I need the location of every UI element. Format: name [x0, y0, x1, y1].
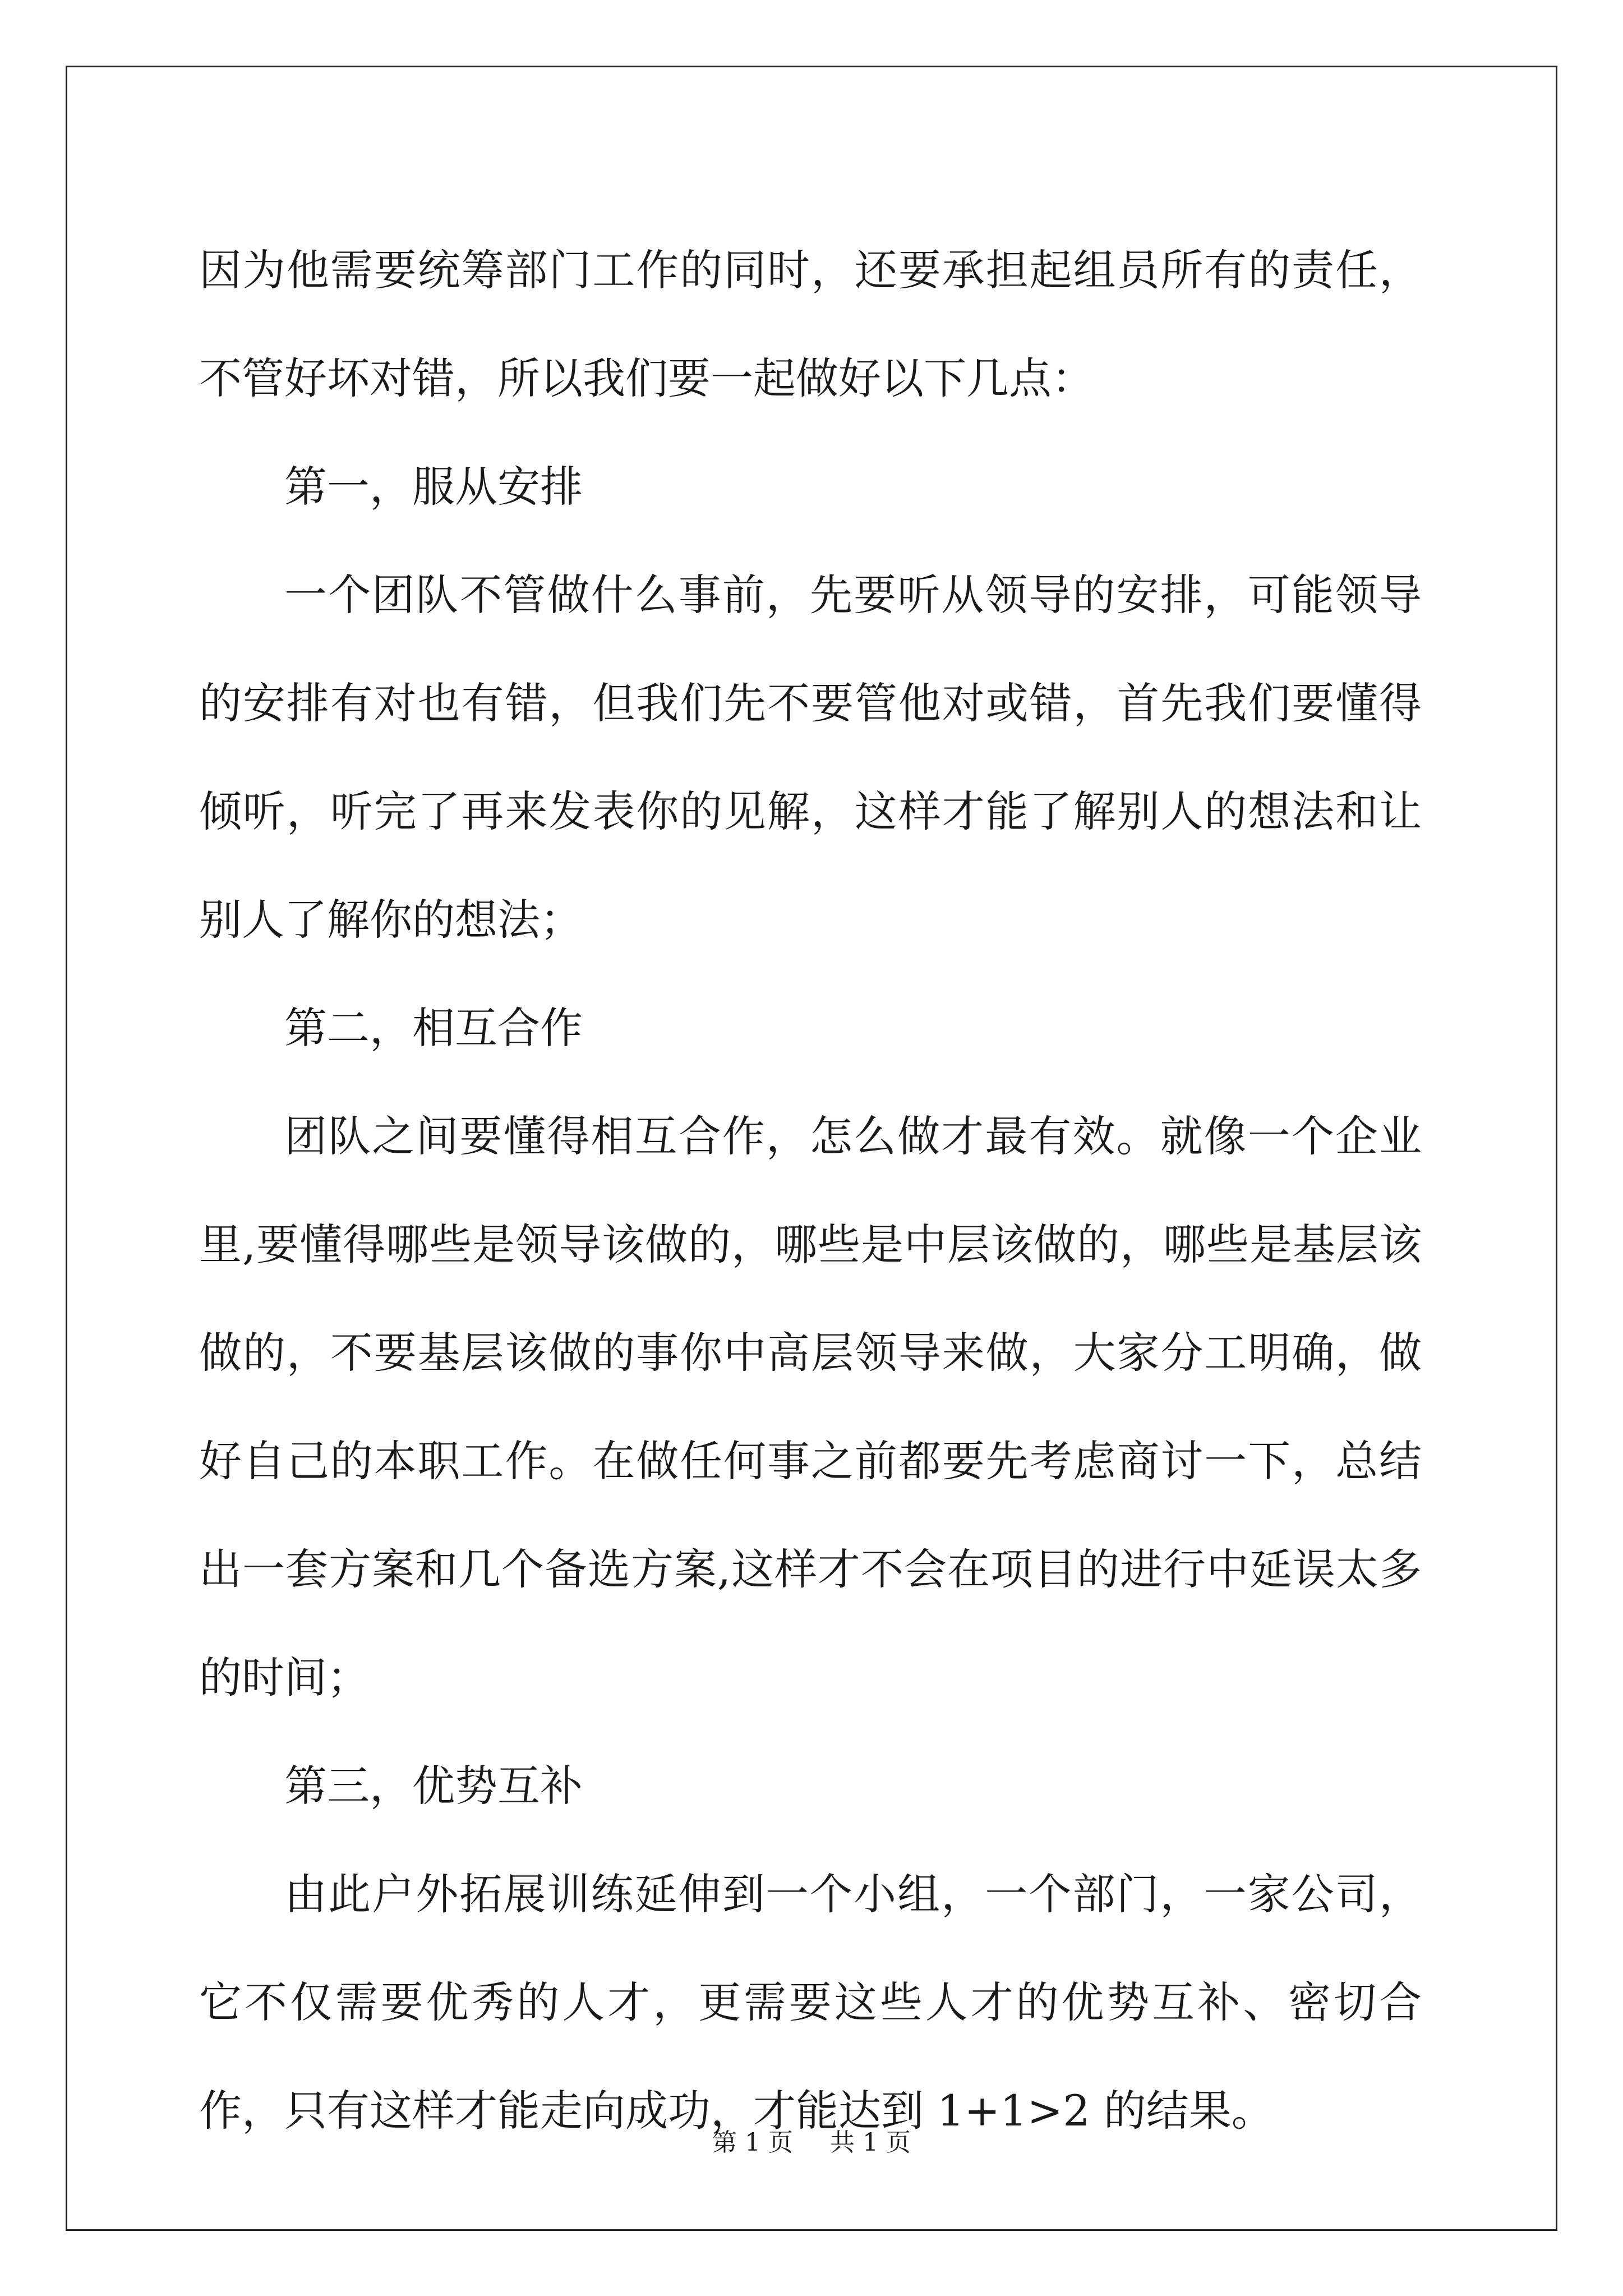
- section-heading: 第二，相互合作: [284, 1003, 583, 1053]
- paragraph: 一个团队不管做什么事前，先要听从领导的安排，可能领导的安排有对也有错，但我们先不要管他对或错，首先我们要懂得倾听，听完了再来发表你的见解，这样才能了解别人的想法和让别人了解你的想法；: [199, 570, 1422, 945]
- paragraph: 由此户外拓展训练延伸到一个小组，一个部门，一家公司，它不仅需要优秀的人才，更需要这些人才的优势互补、密切合作，只有这样才能走向成功，才能达到 1+1>2 的结果。: [199, 1869, 1422, 2136]
- document-body: [199, 216, 1422, 2165]
- page-total: 共 1 页: [830, 2128, 911, 2157]
- section-heading: 第三，优势互补: [284, 1761, 583, 1811]
- paragraph: 因为他需要统筹部门工作的同时，还要承担起组员所有的责任，不管好坏对错，所以我们要一起做好以下几点：: [199, 245, 1422, 403]
- page-number: 第 1 页: [712, 2128, 793, 2157]
- page-footer: [0, 2126, 1623, 2160]
- section-heading: 第一，服从安排: [284, 462, 583, 512]
- paragraph: 团队之间要懂得相互合作，怎么做才最有效。就像一个企业里,要懂得哪些是领导该做的，哪些是中层该做的，哪些是基层该做的，不要基层该做的事你中高层领导来做，大家分工明确，做好自己的本职工作。在做任何事之前都要先考虑商讨一下，总结出一套方案和几个备选方案,这样才不会在项目的进行中延误太多的时间；: [199, 1111, 1422, 1703]
